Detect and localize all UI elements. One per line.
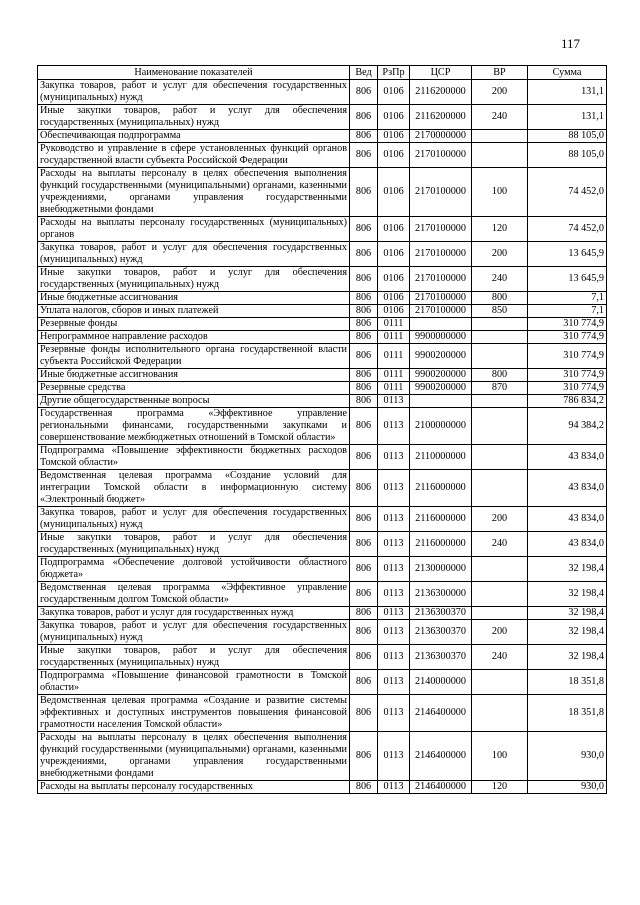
cell-csr: 2116200000 [410, 80, 472, 105]
cell-sum: 43 834,0 [528, 470, 607, 507]
cell-rzpr: 0113 [378, 781, 410, 794]
cell-vr: 100 [472, 732, 528, 781]
cell-csr: 2170100000 [410, 242, 472, 267]
table-row [38, 105, 607, 130]
cell-rzpr: 0106 [378, 105, 410, 130]
cell-sum: 18 351,8 [528, 670, 607, 695]
cell-name: Ведомственная целевая программа «Эффективное управление государственным долгом Томской области» [38, 582, 350, 607]
cell-name: Резервные фонды [38, 318, 350, 331]
cell-sum: 32 198,4 [528, 620, 607, 645]
cell-name: Подпрограмма «Обеспечение долговой устойчивости областного бюджета» [38, 557, 350, 582]
cell-csr: 2140000000 [410, 670, 472, 695]
table-row [38, 168, 607, 217]
cell-rzpr: 0111 [378, 318, 410, 331]
cell-name: Уплата налогов, сборов и иных платежей [38, 305, 350, 318]
cell-csr: 2136300370 [410, 607, 472, 620]
header-name: Наименование показателей [38, 66, 350, 80]
table-row [38, 267, 607, 292]
cell-rzpr: 0113 [378, 557, 410, 582]
table-row [38, 781, 607, 794]
cell-name: Расходы на выплаты персоналу в целях обеспечения выполнения функций государственными (муниципальными) органами, казенными учреждениями, органами управления государственными внебюджетными фондами [38, 732, 350, 781]
cell-vr [472, 695, 528, 732]
cell-rzpr: 0106 [378, 168, 410, 217]
cell-csr: 2170000000 [410, 130, 472, 143]
cell-csr: 2130000000 [410, 557, 472, 582]
cell-ved: 806 [350, 732, 378, 781]
table-row [38, 620, 607, 645]
cell-csr [410, 318, 472, 331]
cell-csr: 9900200000 [410, 369, 472, 382]
cell-csr: 2136300370 [410, 645, 472, 670]
cell-vr [472, 670, 528, 695]
cell-rzpr: 0113 [378, 607, 410, 620]
cell-ved: 806 [350, 242, 378, 267]
cell-sum: 310 774,9 [528, 318, 607, 331]
cell-name: Расходы на выплаты персоналу в целях обеспечения выполнения функций государственными (муниципальными) органами, казенными учреждениями, органами управления государственными внебюджетными фондами [38, 168, 350, 217]
cell-vr: 800 [472, 369, 528, 382]
cell-rzpr: 0113 [378, 408, 410, 445]
cell-name: Закупка товаров, работ и услуг для обеспечения государственных (муниципальных) нужд [38, 620, 350, 645]
cell-csr: 2136300000 [410, 582, 472, 607]
cell-ved: 806 [350, 344, 378, 369]
cell-csr: 2170100000 [410, 305, 472, 318]
cell-csr: 2116000000 [410, 532, 472, 557]
table-row [38, 557, 607, 582]
cell-csr [410, 395, 472, 408]
cell-csr: 2146400000 [410, 695, 472, 732]
cell-sum: 32 198,4 [528, 607, 607, 620]
cell-vr [472, 395, 528, 408]
cell-vr: 120 [472, 217, 528, 242]
cell-name: Иные закупки товаров, работ и услуг для обеспечения государственных (муниципальных) нужд [38, 105, 350, 130]
cell-sum: 310 774,9 [528, 369, 607, 382]
cell-ved: 806 [350, 607, 378, 620]
table-row [38, 344, 607, 369]
cell-csr: 2116000000 [410, 507, 472, 532]
cell-csr: 2170100000 [410, 267, 472, 292]
cell-csr: 2116200000 [410, 105, 472, 130]
cell-sum: 930,0 [528, 781, 607, 794]
cell-sum: 7,1 [528, 305, 607, 318]
cell-vr: 240 [472, 532, 528, 557]
cell-sum: 310 774,9 [528, 344, 607, 369]
cell-rzpr: 0106 [378, 80, 410, 105]
cell-name: Руководство и управление в сфере установленных функций органов государственной власти субъекта Российской Федерации [38, 143, 350, 168]
cell-name: Закупка товаров, работ и услуг для государственных нужд [38, 607, 350, 620]
cell-sum: 32 198,4 [528, 582, 607, 607]
cell-csr: 2146400000 [410, 781, 472, 794]
cell-ved: 806 [350, 408, 378, 445]
header-vr: ВР [472, 66, 528, 80]
cell-vr [472, 445, 528, 470]
cell-name: Ведомственная целевая программа «Создание условий для интеграции Томской области в информационную систему «Электронный бюджет» [38, 470, 350, 507]
table-row [38, 369, 607, 382]
cell-rzpr: 0106 [378, 242, 410, 267]
cell-name: Расходы на выплаты персоналу государственных [38, 781, 350, 794]
cell-vr [472, 130, 528, 143]
cell-rzpr: 0106 [378, 130, 410, 143]
cell-ved: 806 [350, 292, 378, 305]
cell-sum: 131,1 [528, 80, 607, 105]
cell-name: Закупка товаров, работ и услуг для обеспечения государственных (муниципальных) нужд [38, 242, 350, 267]
cell-name: Иные закупки товаров, работ и услуг для обеспечения государственных (муниципальных) нужд [38, 267, 350, 292]
cell-vr [472, 143, 528, 168]
cell-rzpr: 0106 [378, 305, 410, 318]
cell-vr: 240 [472, 267, 528, 292]
cell-sum: 18 351,8 [528, 695, 607, 732]
cell-rzpr: 0106 [378, 267, 410, 292]
table-row [38, 507, 607, 532]
table-row [38, 318, 607, 331]
cell-vr: 200 [472, 80, 528, 105]
cell-ved: 806 [350, 507, 378, 532]
cell-sum: 310 774,9 [528, 331, 607, 344]
cell-sum: 13 645,9 [528, 242, 607, 267]
budget-table [37, 65, 607, 794]
cell-vr [472, 470, 528, 507]
cell-sum: 7,1 [528, 292, 607, 305]
cell-vr [472, 408, 528, 445]
cell-sum: 94 384,2 [528, 408, 607, 445]
cell-name: Подпрограмма «Повышение финансовой грамотности в Томской области» [38, 670, 350, 695]
table-row [38, 695, 607, 732]
cell-sum: 74 452,0 [528, 217, 607, 242]
cell-sum: 786 834,2 [528, 395, 607, 408]
cell-csr: 2170100000 [410, 292, 472, 305]
cell-rzpr: 0113 [378, 395, 410, 408]
cell-ved: 806 [350, 382, 378, 395]
table-row [38, 395, 607, 408]
cell-sum: 43 834,0 [528, 507, 607, 532]
cell-vr [472, 582, 528, 607]
cell-csr: 2110000000 [410, 445, 472, 470]
cell-name: Расходы на выплаты персоналу государственных (муниципальных) органов [38, 217, 350, 242]
cell-ved: 806 [350, 645, 378, 670]
cell-ved: 806 [350, 105, 378, 130]
cell-rzpr: 0113 [378, 670, 410, 695]
cell-ved: 806 [350, 267, 378, 292]
cell-name: Обеспечивающая подпрограмма [38, 130, 350, 143]
cell-ved: 806 [350, 670, 378, 695]
cell-vr: 200 [472, 242, 528, 267]
cell-name: Резервные средства [38, 382, 350, 395]
cell-vr [472, 344, 528, 369]
cell-csr: 9900200000 [410, 344, 472, 369]
cell-csr: 2170100000 [410, 168, 472, 217]
cell-ved: 806 [350, 445, 378, 470]
cell-rzpr: 0111 [378, 331, 410, 344]
table-row [38, 670, 607, 695]
cell-name: Иные бюджетные ассигнования [38, 292, 350, 305]
cell-vr: 850 [472, 305, 528, 318]
table-row [38, 532, 607, 557]
cell-ved: 806 [350, 582, 378, 607]
table-row [38, 292, 607, 305]
cell-csr: 9900200000 [410, 382, 472, 395]
cell-rzpr: 0111 [378, 344, 410, 369]
cell-vr: 800 [472, 292, 528, 305]
cell-ved: 806 [350, 80, 378, 105]
cell-sum: 131,1 [528, 105, 607, 130]
table-row [38, 732, 607, 781]
cell-name: Закупка товаров, работ и услуг для обеспечения государственных (муниципальных) нужд [38, 80, 350, 105]
table-row [38, 607, 607, 620]
cell-vr [472, 331, 528, 344]
cell-name: Иные бюджетные ассигнования [38, 369, 350, 382]
header-rzpr: РзПр [378, 66, 410, 80]
cell-csr: 9900000000 [410, 331, 472, 344]
table-row [38, 305, 607, 318]
page-number: 117 [560, 36, 580, 51]
cell-ved: 806 [350, 620, 378, 645]
cell-csr: 2170100000 [410, 143, 472, 168]
cell-rzpr: 0113 [378, 582, 410, 607]
cell-ved: 806 [350, 143, 378, 168]
table-row [38, 242, 607, 267]
cell-sum: 43 834,0 [528, 532, 607, 557]
cell-csr: 2136300370 [410, 620, 472, 645]
cell-name: Иные закупки товаров, работ и услуг для обеспечения государственных (муниципальных) нужд [38, 532, 350, 557]
cell-rzpr: 0113 [378, 470, 410, 507]
cell-ved: 806 [350, 331, 378, 344]
header-ved: Вед [350, 66, 378, 80]
header-csr: ЦСР [410, 66, 472, 80]
cell-rzpr: 0113 [378, 645, 410, 670]
cell-rzpr: 0113 [378, 620, 410, 645]
cell-ved: 806 [350, 318, 378, 331]
cell-sum: 74 452,0 [528, 168, 607, 217]
cell-vr: 240 [472, 645, 528, 670]
cell-csr: 2116000000 [410, 470, 472, 507]
cell-ved: 806 [350, 369, 378, 382]
table-row [38, 382, 607, 395]
table-row [38, 217, 607, 242]
cell-vr: 100 [472, 168, 528, 217]
cell-name: Ведомственная целевая программа «Создание и развитие системы эффективных и доступных инструментов повышения финансовой грамотности населения Томской области» [38, 695, 350, 732]
cell-rzpr: 0113 [378, 732, 410, 781]
cell-ved: 806 [350, 395, 378, 408]
table-row [38, 143, 607, 168]
cell-vr [472, 557, 528, 582]
cell-rzpr: 0111 [378, 369, 410, 382]
cell-sum: 88 105,0 [528, 130, 607, 143]
cell-ved: 806 [350, 532, 378, 557]
cell-rzpr: 0113 [378, 695, 410, 732]
cell-rzpr: 0111 [378, 382, 410, 395]
cell-vr: 200 [472, 620, 528, 645]
cell-name: Государственная программа «Эффективное управление региональными финансами, государственными закупками и совершенствование межбюджетных отношений в Томской области» [38, 408, 350, 445]
cell-ved: 806 [350, 781, 378, 794]
cell-csr: 2100000000 [410, 408, 472, 445]
table-row [38, 331, 607, 344]
cell-rzpr: 0113 [378, 532, 410, 557]
table-row [38, 470, 607, 507]
cell-rzpr: 0113 [378, 507, 410, 532]
cell-rzpr: 0106 [378, 292, 410, 305]
cell-csr: 2146400000 [410, 732, 472, 781]
cell-ved: 806 [350, 130, 378, 143]
table-row [38, 645, 607, 670]
cell-vr [472, 607, 528, 620]
cell-name: Подпрограмма «Повышение эффективности бюджетных расходов Томской области» [38, 445, 350, 470]
table-row [38, 408, 607, 445]
table-row [38, 130, 607, 143]
cell-name: Резервные фонды исполнительного органа государственной власти субъекта Российской Федерации [38, 344, 350, 369]
cell-ved: 806 [350, 557, 378, 582]
cell-csr: 2170100000 [410, 217, 472, 242]
header-sum: Сумма [528, 66, 607, 80]
cell-vr: 120 [472, 781, 528, 794]
cell-ved: 806 [350, 470, 378, 507]
cell-sum: 32 198,4 [528, 557, 607, 582]
cell-sum: 88 105,0 [528, 143, 607, 168]
cell-sum: 43 834,0 [528, 445, 607, 470]
cell-name: Иные закупки товаров, работ и услуг для обеспечения государственных (муниципальных) нужд [38, 645, 350, 670]
cell-vr: 240 [472, 105, 528, 130]
cell-name: Закупка товаров, работ и услуг для обеспечения государственных (муниципальных) нужд [38, 507, 350, 532]
cell-ved: 806 [350, 695, 378, 732]
table-header-row [38, 66, 607, 80]
cell-sum: 310 774,9 [528, 382, 607, 395]
table-row [38, 445, 607, 470]
cell-sum: 32 198,4 [528, 645, 607, 670]
cell-vr [472, 318, 528, 331]
cell-sum: 930,0 [528, 732, 607, 781]
cell-sum: 13 645,9 [528, 267, 607, 292]
cell-ved: 806 [350, 168, 378, 217]
cell-vr: 870 [472, 382, 528, 395]
cell-rzpr: 0113 [378, 445, 410, 470]
cell-name: Непрограммное направление расходов [38, 331, 350, 344]
table-row [38, 80, 607, 105]
cell-rzpr: 0106 [378, 217, 410, 242]
cell-vr: 200 [472, 507, 528, 532]
cell-name: Другие общегосударственные вопросы [38, 395, 350, 408]
table-row [38, 582, 607, 607]
cell-ved: 806 [350, 305, 378, 318]
cell-ved: 806 [350, 217, 378, 242]
cell-rzpr: 0106 [378, 143, 410, 168]
